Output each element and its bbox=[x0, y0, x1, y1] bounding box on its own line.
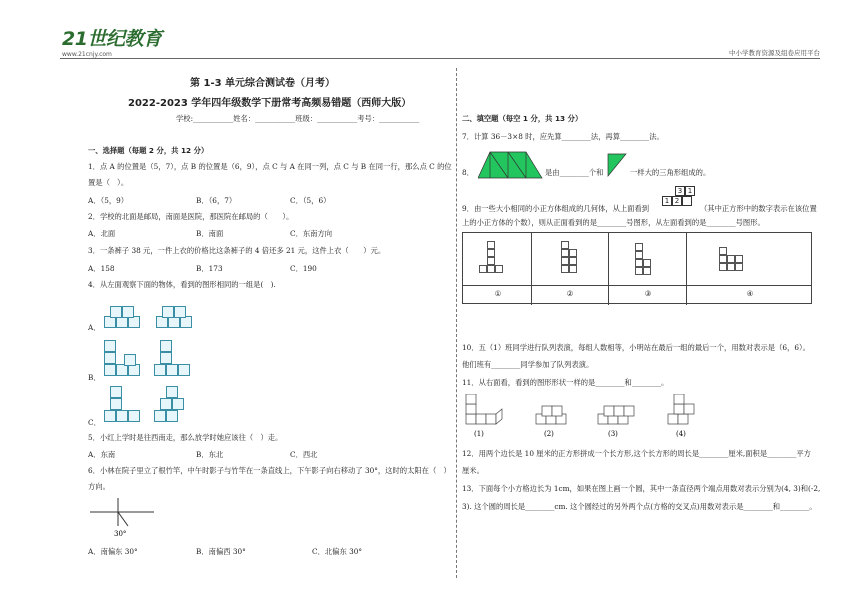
q11-label-1: (1) bbox=[474, 430, 484, 438]
q9-label-4: ④ bbox=[746, 289, 754, 298]
q9-label-2: ② bbox=[566, 289, 574, 298]
q1-option-c: C．（5，6） bbox=[290, 196, 331, 205]
q9-cell: 1 bbox=[685, 186, 695, 196]
question-10-cont: 他们班有________同学参加了队列表演。 bbox=[462, 360, 594, 369]
q2-option-a: A．北面 bbox=[88, 229, 116, 238]
q5-option-b: B．东北 bbox=[196, 450, 224, 459]
q2-option-c: C．东南方向 bbox=[290, 229, 333, 238]
q5-option-a: A．东南 bbox=[88, 450, 116, 459]
q9-label-3: ③ bbox=[644, 289, 652, 298]
q3-option-c: C．190 bbox=[290, 264, 317, 273]
q6-option-b: B．南偏西 30° bbox=[196, 547, 246, 556]
page-title: 第 1-3 单元综合测试卷（月考） bbox=[190, 78, 336, 89]
table-row-divider bbox=[463, 285, 811, 286]
question-11: 11．从右面看，看到的图形形状一样的是________和________。 bbox=[462, 378, 669, 387]
q6-option-a: A．南偏东 30° bbox=[88, 547, 138, 556]
question-13-cont: 3). 这个圆的周长是________cm. 这个圆经过的另外两个点(方格的交叉点)用数对表示是________和________。 bbox=[462, 502, 817, 511]
logo-subtext: www.21cnjy.com bbox=[62, 51, 112, 58]
header-divider bbox=[60, 58, 820, 59]
q8-triangle-figure bbox=[606, 152, 628, 178]
question-6-cont: 方向。 bbox=[88, 482, 110, 491]
question-9: 9．由一些大小相同的小正方体组成的几何体，从上面看到 bbox=[462, 204, 650, 213]
logo bbox=[62, 24, 161, 58]
question-4: 4．从左面观察下面的物体，看到的图形相同的一组是( ). bbox=[88, 280, 276, 289]
column-divider bbox=[456, 68, 457, 578]
q5-option-c: C．西北 bbox=[290, 450, 318, 459]
question-7: 7．计算 36－3×8 时，应先算________法，再算________法。 bbox=[462, 132, 664, 141]
q11-figures bbox=[462, 394, 702, 438]
page-header bbox=[0, 0, 860, 62]
q11-label-3: (3) bbox=[608, 430, 618, 438]
question-9-text-b: （其中正方形中的数字表示在该位置 bbox=[700, 204, 817, 213]
q9-label-1: ① bbox=[494, 289, 502, 298]
q3-option-b: B．173 bbox=[196, 264, 223, 273]
question-3: 3．一条裤子 38 元，一件上衣的价格比这条裤子的 4 倍还多 21 元，这件上衣（ ）元。 bbox=[88, 246, 386, 255]
q4-option-b: B． bbox=[88, 373, 101, 382]
page-subtitle: 2022-2023 学年四年级数学下册常考高频易错题（西师大版） bbox=[128, 98, 412, 109]
question-10: 10．五（1）班同学进行队列表演，每组人数相等，小明站在最后一组的最后一个，用数对表示是（6，6）。 bbox=[462, 343, 810, 352]
q4-option-c: C． bbox=[88, 418, 101, 427]
q6-pole-diagram bbox=[90, 496, 160, 540]
question-9-text-c: 上的小正方体的个数），则从正面看到的是________号图形，从左面看到的是________号图形。 bbox=[462, 218, 765, 227]
q6-option-c: C．北偏东 30° bbox=[312, 547, 363, 556]
question-8-text-b: 一样大的三角形组成的。 bbox=[630, 168, 711, 177]
q8-trapezoid-figure bbox=[478, 150, 544, 180]
q9-cell: 1 bbox=[662, 196, 672, 206]
question-8-text-a: 是由________个和 bbox=[545, 168, 604, 177]
question-1-cont: 置是（ ）。 bbox=[88, 178, 129, 187]
q6-angle-label: 30° bbox=[114, 530, 127, 538]
q11-label-4: (4) bbox=[676, 430, 686, 438]
question-6: 6．小林在院子里立了根竹竿，中午时影子与竹竿在一条直线上，下午影子向右移动了 30°，这时的太阳在（ ） bbox=[88, 466, 451, 475]
question-12: 12．用两个边长是 10 厘米的正方形拼成一个长方形,这个长方形的周长是________厘米,面积是________平方 bbox=[462, 449, 811, 458]
q11-label-2: (2) bbox=[544, 430, 554, 438]
header-platform-text: 中小学教育资源及组卷应用平台 bbox=[729, 49, 820, 57]
q3-option-a: A．158 bbox=[88, 264, 115, 273]
question-12-cont: 厘米。 bbox=[462, 466, 484, 475]
question-8-number: 8． bbox=[462, 168, 474, 177]
student-info-line: 学校:___________姓名：___________班级：___________考号：___________ bbox=[176, 114, 420, 123]
section-2-heading: 二、填空题（每空 1 分，共 13 分） bbox=[462, 114, 583, 123]
q1-option-b: B．（6，7） bbox=[196, 196, 237, 205]
question-2: 2．学校的北面是邮局，南面是医院，那医院在邮局的（ ）。 bbox=[88, 212, 294, 221]
q9-cell: 3 bbox=[675, 186, 685, 196]
q9-options-table bbox=[462, 232, 812, 304]
question-5: 5．小红上学时是往西南走，那么放学时她应该往（ ）走。 bbox=[88, 433, 283, 442]
q9-cell: 2 bbox=[672, 196, 682, 206]
q4-option-a: A． bbox=[88, 323, 101, 332]
question-1: 1．点 A 的位置是（5，7），点 B 的位置是（6，9），点 C 与 A 在同一列，点 C 与 B 在同一行，那么点 C 的位 bbox=[88, 162, 452, 171]
question-13: 13．下面每个小方格边长为 1cm，如果在图上画一个圆，其中一条直径两个端点用数对表示分别为(4, 3)和(-2, bbox=[462, 484, 821, 493]
logo-text: 21世纪教育 bbox=[62, 28, 162, 50]
q9-cell bbox=[682, 196, 692, 206]
q2-option-b: B．南面 bbox=[196, 229, 224, 238]
section-1-heading: 一、选择题（每题 2 分，共 12 分） bbox=[88, 146, 209, 155]
q1-option-a: A．（5，9） bbox=[88, 196, 129, 205]
